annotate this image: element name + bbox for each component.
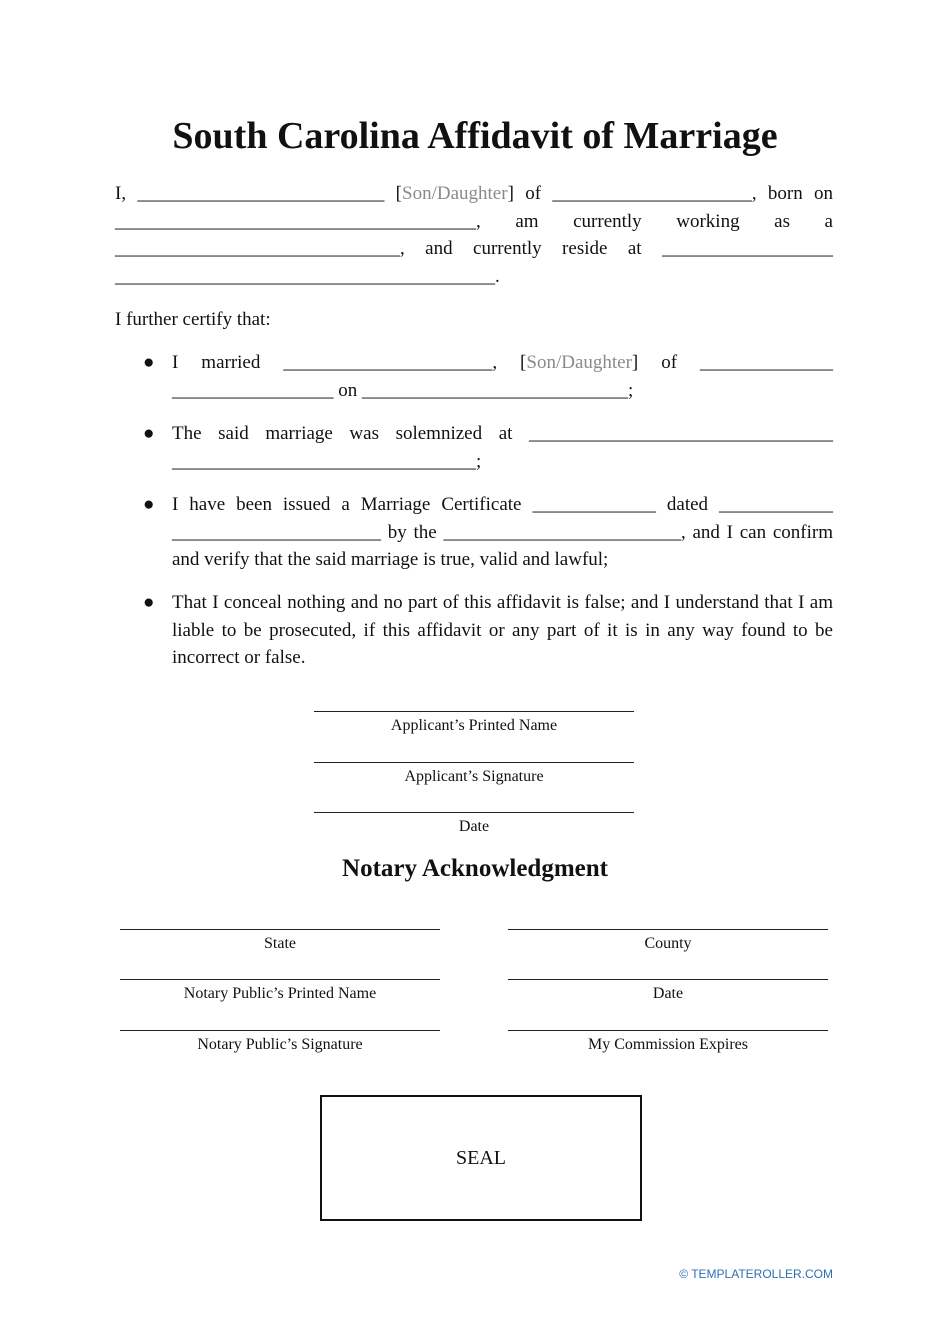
notary-county-line[interactable] xyxy=(508,929,828,930)
list-item-text-start: I married ______________________, [ xyxy=(172,352,527,373)
footer-copyright-link[interactable]: © TEMPLATEROLLER.COM xyxy=(679,1267,833,1281)
applicant-date-line[interactable] xyxy=(314,812,634,813)
commission-expires-label: My Commission Expires xyxy=(587,1036,748,1053)
notary-state-label: State xyxy=(264,935,296,952)
relation-placeholder: Son/Daughter xyxy=(526,352,632,373)
notary-heading: Notary Acknowledgment xyxy=(342,855,608,882)
list-item-text-end: ] of ______________ _________________ on ____________________________; xyxy=(172,352,838,401)
bullet-icon: ● xyxy=(143,423,155,444)
intro-paragraph xyxy=(115,180,838,290)
list-item-solemnized: The said marriage was solemnized at ________________________________ ________________________________; xyxy=(172,423,838,472)
seal-label: SEAL xyxy=(456,1146,506,1169)
seal-box xyxy=(320,1095,642,1221)
bullet-icon: ● xyxy=(143,352,155,373)
relation-placeholder: Son/Daughter xyxy=(402,183,508,204)
list-item-marriage xyxy=(172,349,838,404)
notary-signature-line[interactable] xyxy=(120,1030,440,1031)
notary-date-label: Date xyxy=(652,985,684,1002)
notary-state-line[interactable] xyxy=(120,929,440,930)
notary-date-line[interactable] xyxy=(508,979,828,980)
intro-text-end: ] of _____________________, born on ______________________________________, am currently working as a ______________________________, and currently reside at __________________ ________________________________________. xyxy=(115,183,838,287)
notary-signature-label: Notary Public’s Signature xyxy=(197,1036,363,1053)
notary-printed-name-label: Notary Public’s Printed Name xyxy=(183,985,377,1002)
applicant-signature-label: Applicant’s Signature xyxy=(404,768,544,785)
applicant-printed-name-label: Applicant’s Printed Name xyxy=(390,717,558,734)
list-item-declaration: That I conceal nothing and no part of this affidavit is false; and I understand that I am liable to be prosecuted, if this affidavit or any part of it is in any way found to be incorrect or false. xyxy=(172,592,838,668)
applicant-date-label: Date xyxy=(458,818,490,835)
applicant-signature-line[interactable] xyxy=(314,762,634,763)
certify-heading: I further certify that: xyxy=(115,309,271,330)
list-item-certificate: I have been issued a Marriage Certificate _____________ dated ____________ ______________________ by the _________________________, and I can confirm and verify that the said marriage is true, valid and lawful; xyxy=(172,494,838,570)
applicant-printed-name-line[interactable] xyxy=(314,711,634,712)
bullet-icon: ● xyxy=(143,592,155,613)
notary-county-label: County xyxy=(644,935,692,952)
notary-printed-name-line[interactable] xyxy=(120,979,440,980)
bullet-icon: ● xyxy=(143,494,155,515)
commission-expires-line[interactable] xyxy=(508,1030,828,1031)
document-title: South Carolina Affidavit of Marriage xyxy=(172,115,778,157)
intro-text-start: I, __________________________ [ xyxy=(115,183,403,204)
